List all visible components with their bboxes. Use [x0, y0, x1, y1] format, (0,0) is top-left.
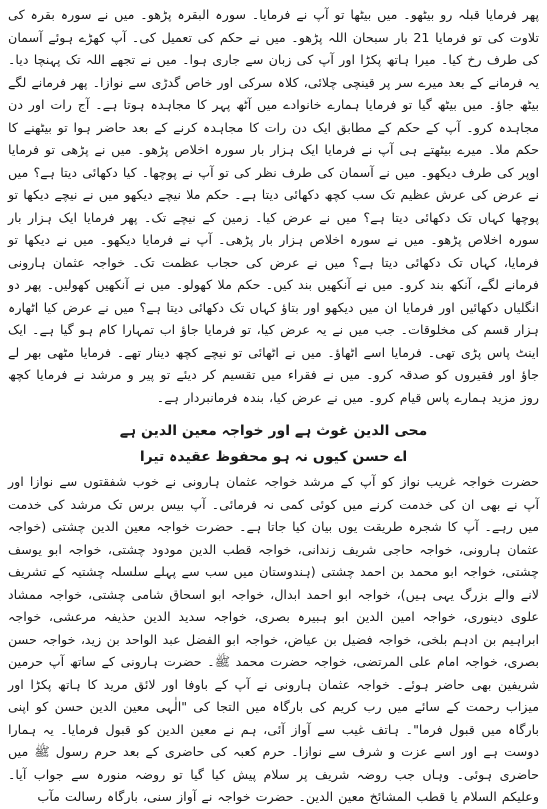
verse-line-1: محی الدین غوث ہے اور خواجہ معین الدین ہے — [119, 423, 428, 439]
paragraph-lineage: حضرت خواجہ غریب نواز کو آپ کے مرشد خواجہ عثمان ہارونی نے خوب شفقتوں سے نوازا اور آپ نے بھی ان کی خدمت کرنے میں کوئی کمی نہ فرمائی۔ آپ بیس برس تک مرشد کی خدمت میں رہے۔ آپ کا شجرہ طریقت یوں بیان کیا جاتا ہے۔ حضرت خواجہ معین الدین چشتی (خواجہ عثمان ہارونی، خواجہ حاجی شریف زندانی، خواجہ قطب الدین مودود چشتی، خواجہ ابو یوسف چشتی، خواجہ ابو محمد بن احمد چشتی (ہندوستان میں سب سے پہلے سلسلہ چشتیہ کے تشریف لانے والے بزرگ یہی ہیں)، خواجہ ابو احمد ابدال، خواجہ ابو اسحاق شامی چشتی، خواجہ ممشاد علوی دینوری، خواجہ امین الدین ابو ہبیرہ بصری، خواجہ سدید الدین حذیفہ مرعشی، خواجہ ابراہیم بن ادہم بلخی، خواجہ فضیل بن عیاض، خواجہ ابو الفضل عبد الواحد بن زید، خواجہ حسن بصری، خواجہ امام علی المرتضی، خواجہ حضرت محمد ﷺ۔ حضرت ہارونی کے ساتھ آپ حرمین شریفین بھی حاضر ہوئے۔ خواجہ عثمان ہارونی نے آپ کے باوفا اور لائق مرید کا ہاتھ پکڑا اور میزاب رحمت کے سائے میں رب کریم کی بارگاہ میں التجا کی "الٰہی معین الدین حسن کو اپنی بارگاہ میں قبول فرما"۔ ہاتف غیب سے آواز آئی، ہم نے معین الدین کو قبول فرمایا۔ یہ ہمارا دوست ہے اور اسے عزت و شرف سے نوازا۔ حرم کعبہ کی حاضری کے بعد حرم رسول ﷺ میں حاضری ہوئی۔ وہاں جب روضہ شریف پر سلام پیش کیا گیا تو روضہ منورہ سے جواب آیا۔ وعلیکم السلام یا قطب المشائخ معین الدین۔ حضرت خواجہ نے آواز سنی، بارگاہ رسالت مآب — [8, 474, 539, 804]
verse-line-2: اے حسن کیوں نہ ہو محفوظ عقیدہ تیرا — [139, 449, 408, 465]
paragraph-initiation: پھر فرمایا قبلہ رو بیٹھو۔ میں بیٹھا تو آپ نے فرمایا۔ سورہ البقرہ پڑھو۔ میں نے سورہ بقرہ کی تلاوت کی تو فرمایا 21 بار سبحان اللہ پڑھو۔ میں نے حکم کی تعمیل کی۔ آپ کھڑے ہوئے آسمان کی طرف رخ کیا۔ میرا ہاتھ پکڑا اور آپ کی زبان سے جاری ہوا۔ میں نے تجھے اللہ تک پہنچا دیا۔ یہ فرمانے کے بعد میرے سر پر قینچی چلائی، کلاہ سرکی اور خاص گدڑی سے نوازا۔ پھر فرمانے لگے بیٹھ جاؤ۔ میں بیٹھ گیا تو فرمایا ہمارے خانوادے میں آٹھ پہر کا مجاہدہ ہوتا ہے۔ آج رات اور دن مجاہدہ کرو۔ آپ کے حکم کے مطابق ایک دن رات کا مجاہدہ کرنے کے بعد حاضر ہوا تو بیٹھنے کا حکم ملا۔ میرے بیٹھتے ہی آپ نے فرمایا ایک ہزار بار سورہ اخلاص پڑھو۔ میں نے پڑھی تو فرمایا اوپر کی طرف دیکھو۔ میں نے آسمان کی طرف نظر کی تو آپ نے پوچھا۔ کیا دکھائی دیتا ہے؟ میں نے عرض کی عرش عظیم تک سب کچھ دکھائی دیتا ہے۔ حکم ملا نیچے دیکھو میں نے نیچے دیکھا تو پوچھا کہاں تک دکھائی دیتا ہے؟ میں نے عرض کیا۔ زمین کے نیچے تک۔ پھر فرمایا ایک ہزار بار سورہ اخلاص پڑھو۔ میں نے سورہ اخلاص ہزار بار پڑھی۔ آپ نے فرمایا دیکھو۔ میں نے دیکھا تو فرمایا، کہاں تک دکھائی دیتا ہے؟ میں نے عرض کی حجاب عظمت تک۔ خواجہ عثمان ہارونی فرمانے لگے، آنکھ بند کرو۔ میں نے آنکھیں بند کیں۔ حکم ملا کھولو۔ میں نے آنکھیں کھولیں۔ پھر دو انگلیاں دکھائیں اور فرمایا ان میں دیکھو اور بتاؤ کہاں تک دکھائی دیتا ہے؟ میں نے عرض کیا اٹھارہ ہزار قسم کی مخلوقات۔ جب میں نے یہ عرض کیا، تو فرمایا جاؤ اب تمہارا کام ہو گیا ہے۔ ایک اینٹ پاس پڑی تھی۔ فرمایا اسے اٹھاؤ۔ میں نے اٹھائی تو نیچے کچھ دینار تھے۔ فرمایا مٹھی بھر لے جاؤ اور فقیروں کو صدقہ کرو۔ میں نے فقراء میں تقسیم کر دیئے تو پیر و مرشد نے فرمایا کچھ روز مزید ہمارے پاس قیام کرو۔ میں نے عرض کیا، بندہ فرمانبردار ہے۔ — [8, 7, 539, 405]
document-page — [6, 4, 541, 804]
